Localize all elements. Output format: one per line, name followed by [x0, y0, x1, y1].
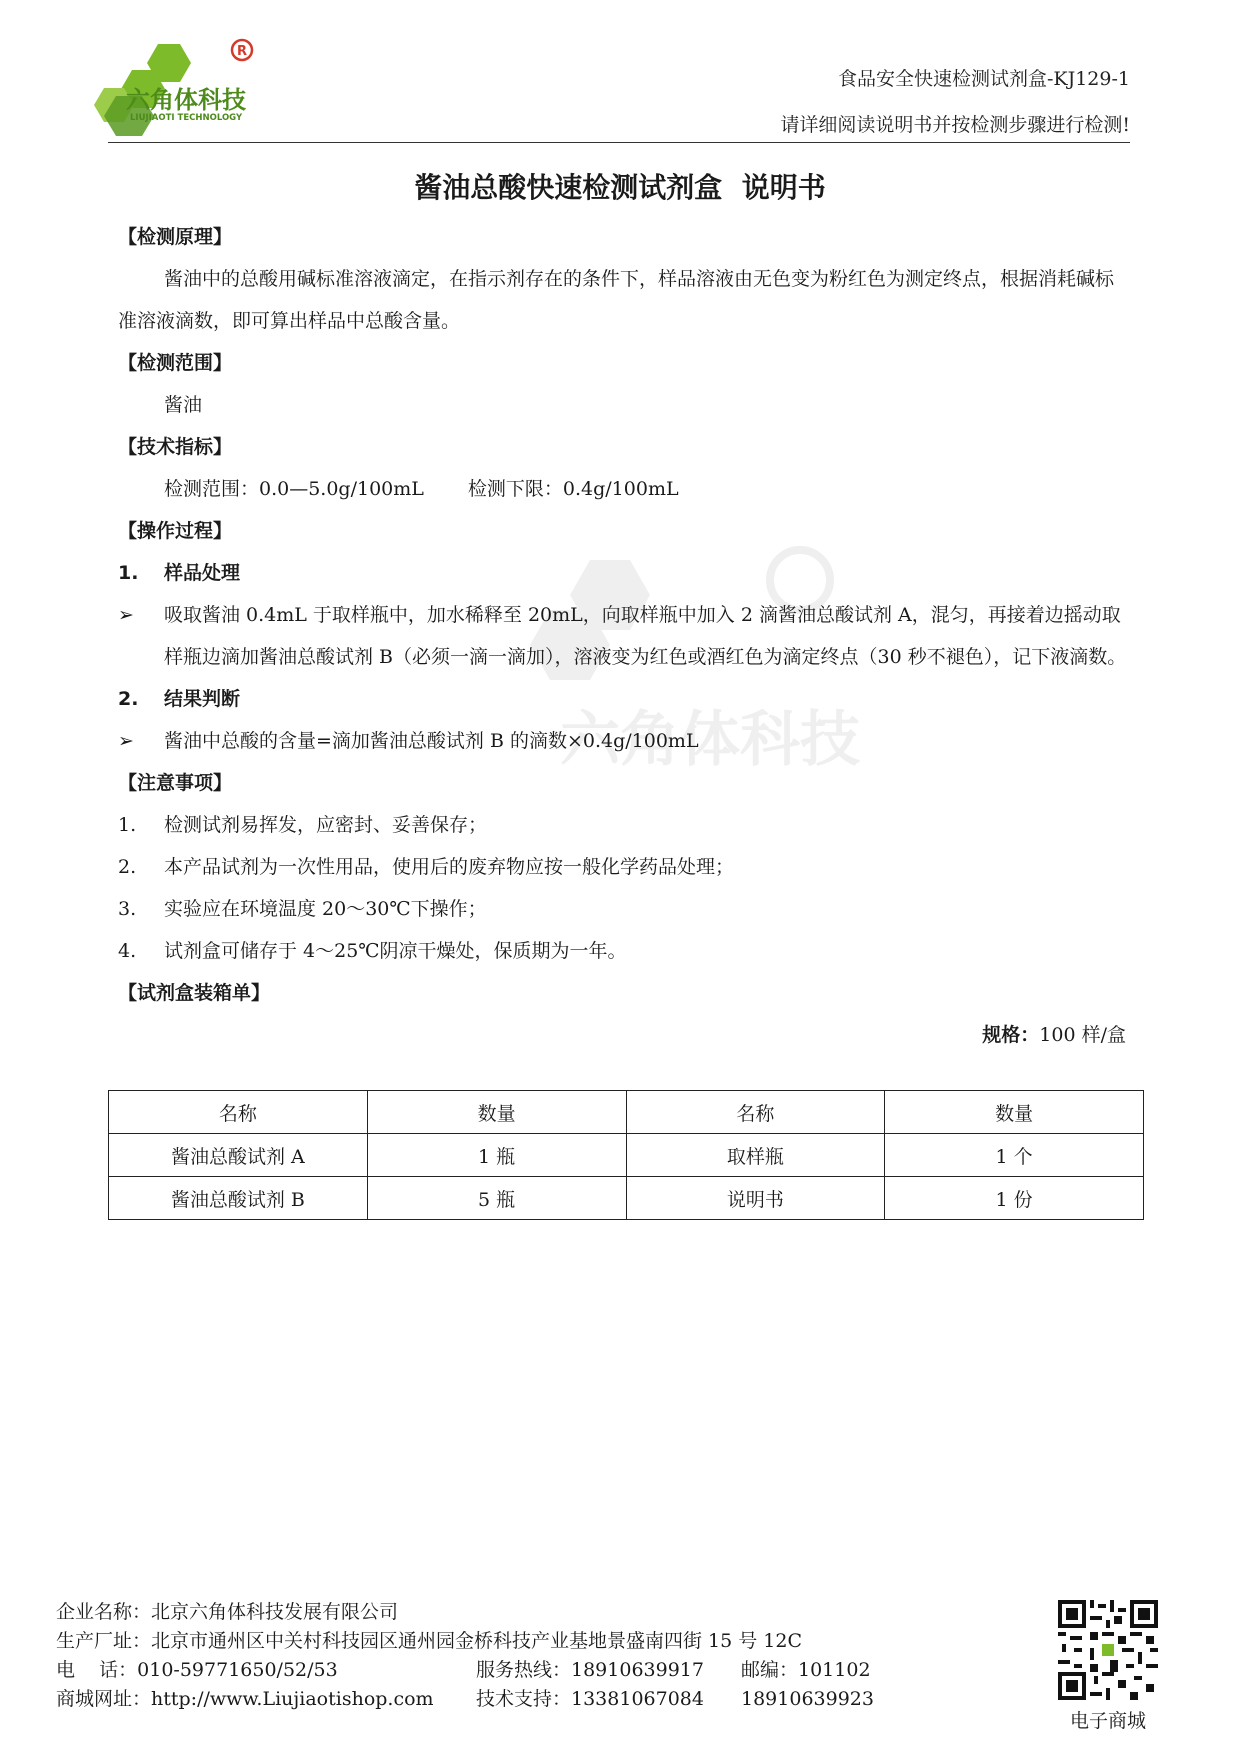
step2-heading: 2. 结果判断 [118, 688, 241, 710]
scope-text: 酱油 [164, 394, 203, 416]
document-body [118, 216, 1128, 1056]
footer-company: 企业名称：北京六角体科技发展有限公司 [56, 1601, 399, 1623]
specs-line [118, 468, 1128, 510]
logo-text: 六角体科技 [126, 86, 246, 114]
section-heading-specs: 【技术指标】 [118, 436, 233, 458]
step1-heading: 1. 样品处理 [118, 562, 241, 584]
table-header-row: 名称 数量 名称 数量 [109, 1091, 1144, 1134]
principle-text: 酱油中的总酸用碱标准溶液滴定，在指示剂存在的条件下，样品溶液由无色变为粉红色为测定终点，根据消耗碱标准溶液滴数，即可算出样品中总酸含量。 [118, 268, 1115, 332]
section-heading-notes: 【注意事项】 [118, 772, 233, 794]
section-heading-packing: 【试剂盒装箱单】 [118, 982, 271, 1004]
svg-text:R: R [236, 44, 248, 59]
footer-website-link[interactable]: 商城网址：http://www.Liujiaotishop.com [56, 1688, 434, 1710]
svg-text:六角体科技: 六角体科技 [560, 705, 860, 775]
footer-address: 生产厂址：北京市通州区中关村科技园区通州园金桥科技产业基地景盛南四街 15 号 12C [56, 1630, 803, 1652]
step2-text: 酱油中总酸的含量=滴加酱油总酸试剂 B 的滴数×0.4g/100mL [164, 730, 699, 752]
step2-item [118, 720, 1128, 762]
product-code: 食品安全快速检测试剂盒-KJ129-1 [837, 68, 1130, 90]
note-item: 2. 本产品试剂为一次性用品，使用后的废弃物应按一般化学药品处理； [118, 856, 735, 878]
header-divider [108, 142, 1130, 143]
section-heading-principle: 【检测原理】 [118, 226, 233, 248]
reading-notice: 请详细阅读说明书并按检测步骤进行检测! [780, 114, 1130, 136]
bullet-arrow-icon: ➢ [118, 730, 134, 752]
detection-limit: 检测下限：0.4g/100mL [467, 478, 679, 500]
step1-item [118, 594, 1128, 678]
qr-code-label: 电子商城 [1069, 1710, 1146, 1732]
document-title: 酱油总酸快速检测试剂盒 说明书 [414, 171, 826, 204]
note-item: 3. 实验应在环境温度 20～30℃下操作； [118, 898, 487, 920]
note-item: 4. 试剂盒可储存于 4～25℃阴凉干燥处，保质期为一年。 [118, 940, 627, 962]
qr-code-icon[interactable] [1058, 1600, 1158, 1700]
footer-phone-row: 电 话：010-59771650/52/53 服务热线：18910639917 邮编：101102 [56, 1659, 871, 1681]
package-spec: 规格：100 样/盒 [982, 1024, 1126, 1046]
packing-list-table [108, 1090, 1144, 1220]
note-item: 1. 检测试剂易挥发，应密封、妥善保存； [118, 814, 488, 836]
table-row: 酱油总酸试剂 A 1 瓶 取样瓶 1 个 [109, 1134, 1144, 1177]
company-logo [80, 36, 320, 146]
detection-range: 检测范围：0.0—5.0g/100mL [164, 478, 424, 500]
footer-website-row: 商城网址：http://www.Liujiaotishop.com 技术支持：13381067084 18910639923 [56, 1688, 874, 1710]
table-row: 酱油总酸试剂 B 5 瓶 说明书 1 份 [109, 1177, 1144, 1220]
bullet-arrow-icon: ➢ [118, 604, 134, 626]
footer-contact [56, 1598, 874, 1714]
section-heading-scope: 【检测范围】 [118, 352, 233, 374]
section-heading-procedure: 【操作过程】 [118, 520, 233, 542]
step1-text: 吸取酱油 0.4mL 于取样瓶中，加水稀释至 20mL，向取样瓶中加入 2 滴酱油总酸试剂 A，混匀，再接着边摇动取样瓶边滴加酱油总酸试剂 B（必须一滴一滴加），溶液变为红色或酒红色为滴定终点（30 秒不褪色），记下液滴数。 [164, 604, 1127, 668]
logo-subtext: LIUJIAOTI TECHNOLOGY [130, 113, 243, 123]
